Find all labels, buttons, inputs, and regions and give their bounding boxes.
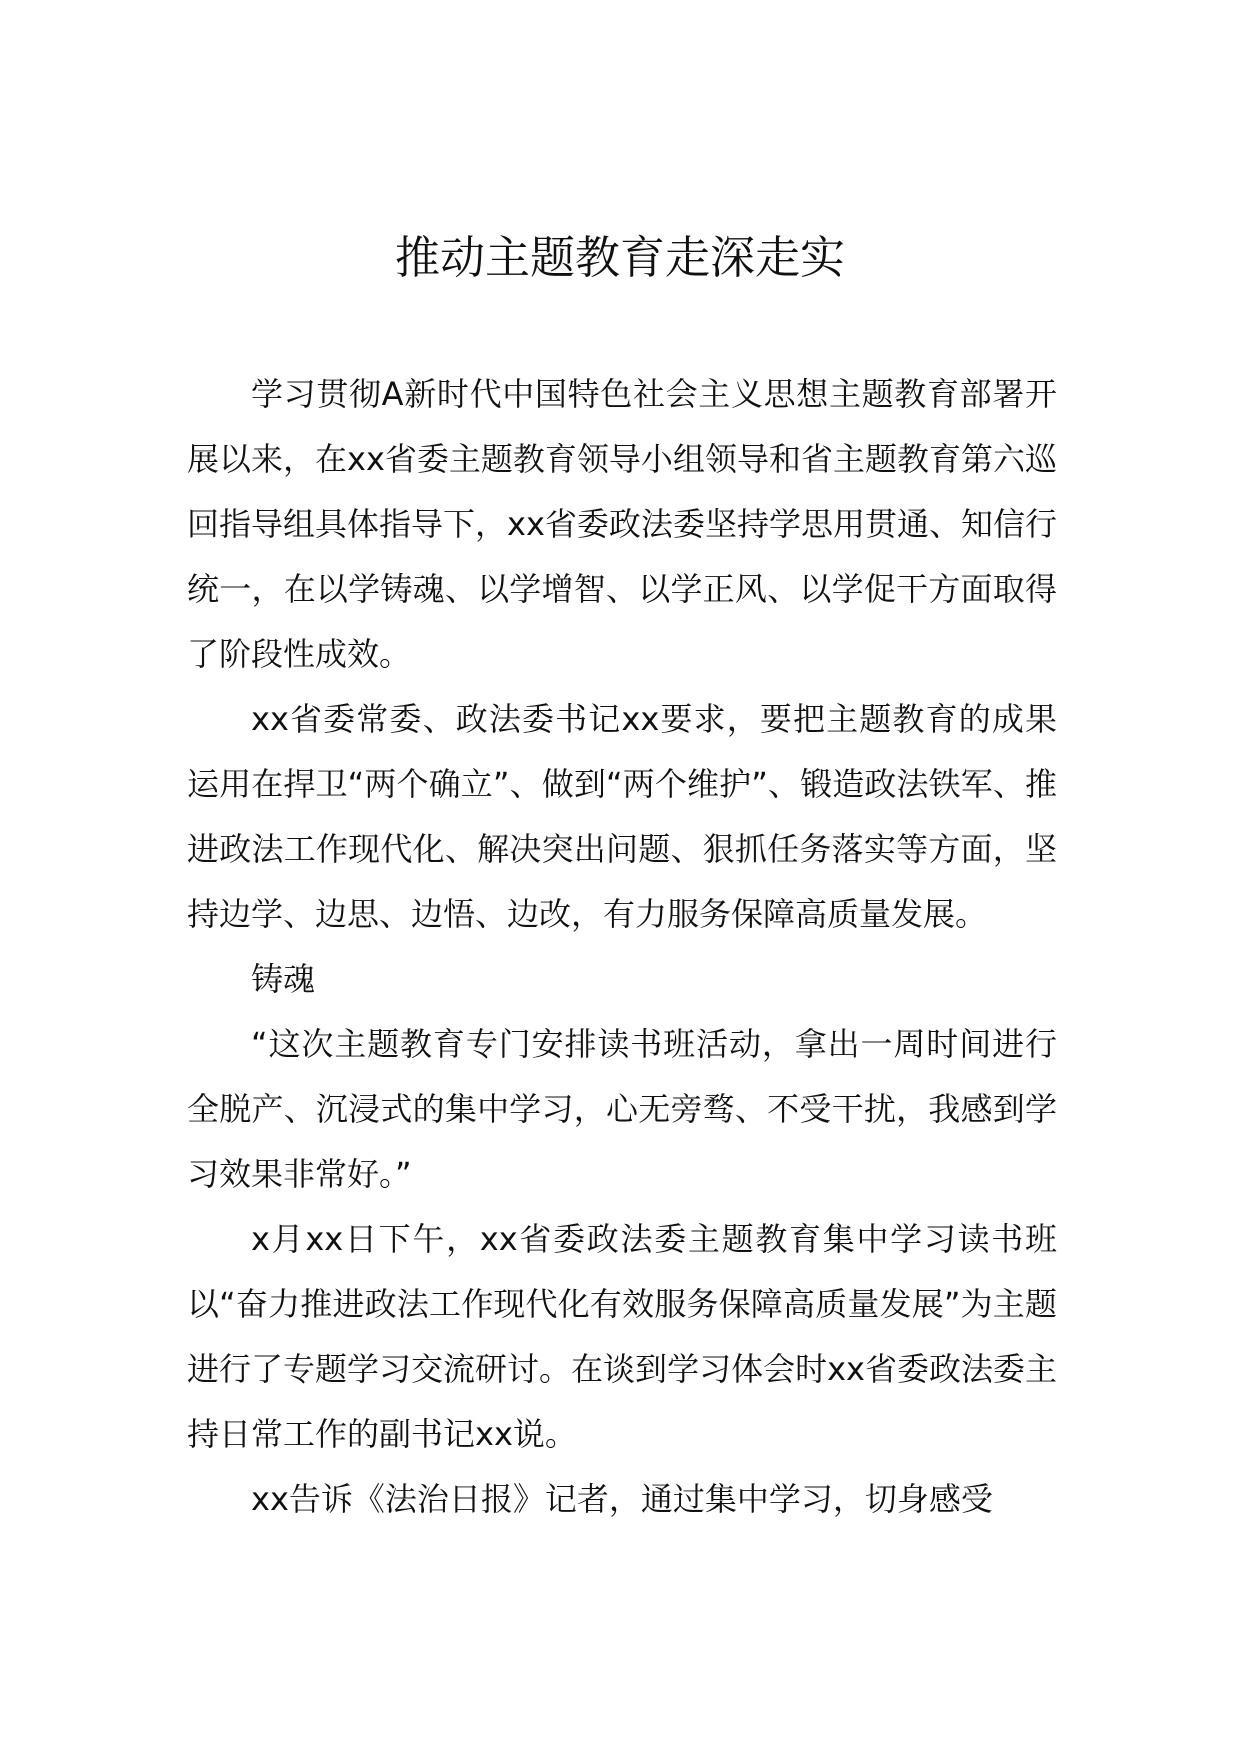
paragraph: 学习贯彻A新时代中国特色社会主义思想主题教育部署开展以来，在xx省委主题教育领导小组领导和省主题教育第六巡回指导组具体指导下，xx省委政法委坚持学思用贯通、知信行统一，在以学铸魂、以学增智、以学正风、以学促干方面取得了阶段性成效。 [187, 375, 1057, 673]
paragraph: xx省委常委、政法委书记xx要求，要把主题教育的成果运用在捍卫“两个确立”、做到“两个维护”、锻造政法铁军、推进政法工作现代化、解决突出问题、狠抓任务落实等方面，坚持边学、边思、边悟、边改，有力服务保障高质量发展。 [187, 700, 1057, 933]
document-body [187, 362, 1057, 1532]
paragraph: “这次主题教育专门安排读书班活动，拿出一周时间进行全脱产、沉浸式的集中学习，心无旁骛、不受干扰，我感到学习效果非常好。” [187, 1025, 1057, 1193]
section-heading: 铸魂 [251, 960, 316, 998]
paragraph: xx告诉《法治日报》记者，通过集中学习，切身感受 [251, 1480, 993, 1518]
paragraph: x月xx日下午，xx省委政法委主题教育集中学习读书班以“奋力推进政法工作现代化有效服务保障高质量发展”为主题进行了专题学习交流研讨。在谈到学习体会时xx省委政法委主持日常工作的副书记xx说。 [187, 1220, 1057, 1453]
document-title: 推动主题教育走深走实 [394, 231, 845, 284]
